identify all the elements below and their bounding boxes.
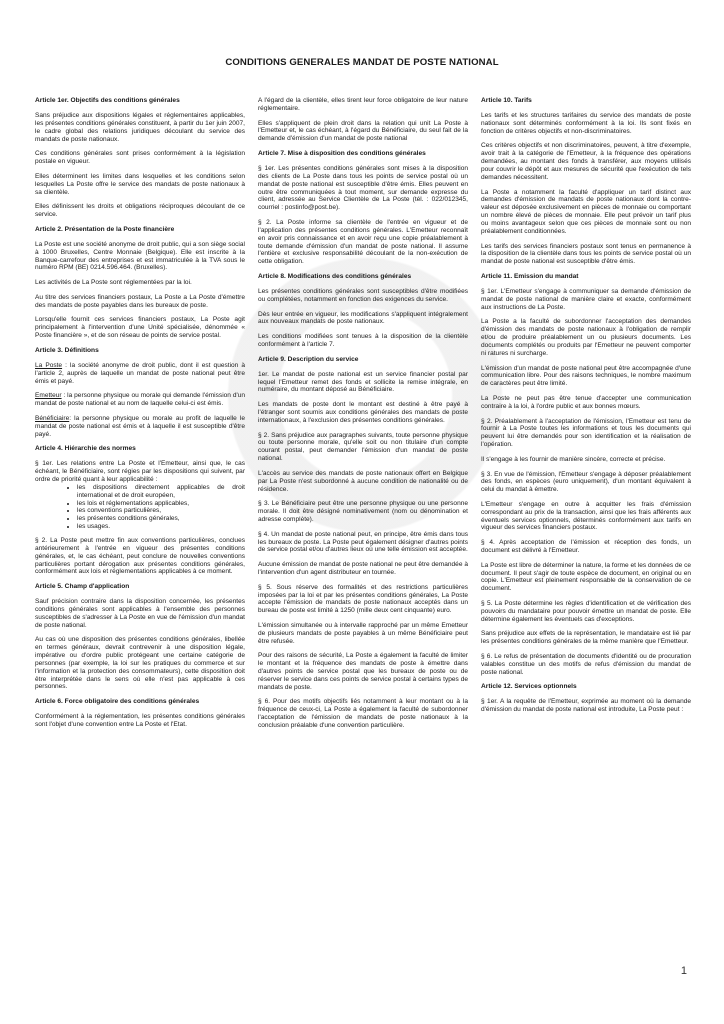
paragraph: Lorsqu'elle fournit ces services financiers postaux, La Poste agit principalement à l'intervention d'une Unité spécialisée, dénommée « Poste financière », et de son réseau de points de service postal. — [35, 316, 245, 340]
list-item: • les usages. — [77, 523, 245, 531]
paragraph: § 4. Un mandat de poste national peut, en principe, être émis dans tous les bureaux de poste. La Poste peut également désigner d'autres points de service postal et/ou d'autres lieux où une telle émission est acceptée. — [258, 530, 468, 554]
article-2-heading: Article 2. Présentation de la Poste financière — [35, 225, 175, 233]
paragraph: La Poste est libre de déterminer la nature, la forme et les données de ce document. Il peut s'agir de toute espèce de document, en original ou en copie. L'Emetteur est pleinement responsable de la conservation de ce document. — [481, 561, 691, 593]
column-1 — [35, 97, 245, 737]
paragraph: Au titre des services financiers postaux, La Poste a La Poste d'émettre des mandats de poste payables dans les bureaux de poste. — [35, 293, 245, 309]
article-12-heading: Article 12. Services optionnels — [481, 683, 577, 691]
paragraph: 1er. Le mandat de poste national est un service financier postal par lequel l'Emetteur remet des fonds et sollicite la remise intégrale, en numéraire, du montant déposé au Bénéficiaire. — [258, 370, 468, 394]
article-8-heading: Article 8. Modifications des conditions générales — [258, 272, 412, 280]
list-item: • les présentes conditions générales, — [77, 515, 245, 523]
paragraph: La Poste a notamment la faculté d'appliquer un tarif distinct aux demandes d'émission de mandats de poste nationaux dont la contre-valeur est déposée exclusivement en pièces de monnaie ou comportant un nombre élevé de pièces de monnaie. Elle peut prévoir un tarif plus ou moins avantageux selon que ces pièces de monnaie sont ou non préalablement conditionnées. — [481, 188, 691, 235]
paragraph: Ces critères objectifs et non discriminatoires, peuvent, à titre d'exemple, avoir trait à la catégorie de l'Emetteur, à la fréquence des opérations demandées, au montant des fonds à transférer, aux moyens utilisés pour couvrir le dépôt et aux mesures de sécurité que l'exécution de tels demandes nécessitent. — [481, 142, 691, 181]
paragraph: Aucune émission de mandat de poste national ne peut être demandée à l'intervention d'un agent distributeur en tournée. — [258, 561, 468, 576]
paragraph: L'accès au service des mandats de poste nationaux offert en Belgique par La Poste n'est subordonné à aucune condition de nationalité ou de résidence. — [258, 469, 468, 493]
paragraph: § 1er. Les relations entre La Poste et l'Emetteur, ainsi que, le cas échéant, le Bénéficiaire, sont régies par les dispositions qui suivent, par ordre de priorité quant à leur applicabilité : — [35, 460, 245, 484]
article-1-heading: Article 1er. Objectifs des conditions générales — [35, 97, 180, 104]
paragraph: Les activités de La Poste sont réglementées par la loi. — [35, 279, 192, 287]
paragraph: Sauf précision contraire dans la disposition concernée, les présentes conditions générales sont applicables à l'ensemble des personnes susceptibles de s'adresser à La Poste en vue de l'émission d'un mandat de poste national. — [35, 598, 245, 629]
paragraph: § 6. Pour des motifs objectifs liés notamment à leur montant ou à la fréquence de ceux-ci, La Poste a également la faculté de subordonner l'acceptation de l'émission de mandats de poste nationaux à la conclusion préalable d'une convention particulière. — [258, 698, 468, 730]
definition-term: La Poste — [35, 361, 63, 369]
definition-text: : la personne physique ou morale au profit de laquelle le mandat de poste national est émis et à laquelle il est susceptible d'être payé. — [35, 414, 245, 438]
article-5-heading: Article 5. Champ d'application — [35, 583, 130, 591]
definition-text: : la personne physique ou morale qui demande l'émission d'un mandat de poste national et au nom de laquelle celui-ci est émis. — [35, 392, 245, 408]
list-item: • les lois et réglementations applicables, — [77, 500, 245, 508]
paragraph: L'Emetteur s'engage en outre à acquitter les frais d'émission correspondant au prix de la transaction, ainsi que les frais afférents aux éventuels services optionnels, déterminés conformément aux tarifs en vigueur des services financiers postaux. — [481, 500, 691, 532]
paragraph: § 1er. L'Emetteur s'engage à communiquer sa demande d'émission de mandat de poste national de manière claire et exacte, conformément aux instructions de La Poste. — [481, 287, 691, 311]
paragraph: § 2. Préalablement à l'acceptation de l'émission, l'Emetteur est tenu de fournir à La Poste toutes les informations et tous les documents qui peuvent lui être demandés pour son identification et la réalisation de l'opération. — [481, 417, 691, 449]
paragraph: Elles s'appliquent de plein droit dans la relation qui unit La Poste à l'Emetteur et, le cas échéant, à l'égard du Bénéficiaire, du seul fait de la demande d'émission d'un mandat de poste national — [258, 119, 468, 143]
paragraph: § 2. La Poste peut mettre fin aux conventions particulières, conclues antérieurement à l'entrée en vigueur des présentes conditions générales, et, le cas échéant, peut conclure de nouvelles conventions particulières portant dérogation aux présentes conditions générales, conformément aux lois et réglementations applicables à ce moment. — [35, 536, 245, 576]
paragraph: Conformément à la réglementation, les présentes conditions générales sont l'objet d'une convention entre La Poste et l'Etat. — [35, 713, 245, 729]
paragraph: Dès leur entrée en vigueur, les modifications s'appliquent intégralement aux nouveaux mandats de poste nationaux. — [258, 310, 468, 326]
paragraph: Au cas où une disposition des présentes conditions générales, libellée en termes généraux, devrait contrevenir à une disposition légale, impérative ou d'ordre public protégeant une certaine catégorie de personnes (par exemple, la loi sur les pratiques du commerce et sur l'information et la protection des consommateurs), cette disposition doit être interprétée dans le sens où elle n'est pas applicable à ces personnes. — [35, 636, 245, 691]
paragraph: Pour des raisons de sécurité, La Poste a également la faculté de limiter le montant et la fréquence des mandats de poste à émettre dans d'autres points de service postal que les bureaux de poste ou de réserver le service dans ces points de service postal à certains types de mandats de poste. — [258, 652, 468, 691]
paragraph: § 3. En vue de l'émission, l'Emetteur s'engage à déposer préalablement des fonds, en espèces (euro uniquement), d'un montant équivalent à celui du mandat à émettre. — [481, 470, 691, 494]
paragraph: A l'égard de la clientèle, elles tirent leur force obligatoire de leur nature réglementaire. — [258, 97, 468, 112]
paragraph: § 1er. Les présentes conditions générales sont mises à la disposition des clients de La Poste dans tous les points de service postal où un mandat de poste national est susceptible d'être émis. Elles peuvent en outre être communiquées à tout moment, sur demande expresse du client, adressée au Service Clientèle de La Poste (tél. : 022/012345, courriel : postinfo@post.be). — [258, 165, 468, 212]
article-7-heading: Article 7. Mise à disposition des conditions générales — [258, 150, 426, 157]
paragraph: Les tarifs des services financiers postaux sont tenus en permanence à la disposition de la clientèle dans tous les points de service postal où un mandat de poste national est susceptible d'être émis. — [481, 242, 691, 266]
paragraph: Elles définissent les droits et obligations réciproques découlant de ce service. — [35, 203, 245, 219]
paragraph: La Poste a la faculté de subordonner l'acceptation des demandes d'émission des mandats de poste nationaux à l'obligation de remplir et/ou de produire préalablement un ou plusieurs documents. Les documents complétés ou produits par l'Emetteur ne peuvent comporter ni ratures ni surcharge. — [481, 318, 691, 357]
document-body — [35, 97, 691, 737]
definition — [35, 362, 245, 386]
list-item: • les dispositions directement applicables de droit international et de droit européen, — [77, 484, 245, 500]
paragraph: Il s'engage à les fournir de manière sincère, correcte et précise. — [481, 455, 666, 463]
paragraph: § 6. Le refus de présentation de documents d'identité ou de procuration valables constitue un des motifs de refus d'émission du mandat de poste national. — [481, 653, 691, 676]
paragraph: Les présentes conditions générales sont susceptibles d'être modifiées ou complétées, notamment en fonction des exigences du service. — [258, 287, 468, 303]
document-title: CONDITIONS GENERALES MANDAT DE POSTE NATIONAL — [225, 57, 499, 68]
definition-term: Emetteur — [35, 392, 62, 400]
definition — [35, 392, 245, 408]
paragraph: L'émission d'un mandat de poste national peut être accompagnée d'une communication libre. Pour des raisons techniques, le nombre maximum de caractères peut être limité. — [481, 364, 691, 388]
paragraph: Les conditions modifiées sont tenues à la disposition de la clientèle conformément à l'article 7. — [258, 333, 468, 348]
paragraph: Elles déterminent les limites dans lesquelles et les conditions selon lesquelles La Poste offre le service des mandats de poste nationaux à sa clientèle. — [35, 172, 245, 196]
paragraph: § 5. La Poste détermine les règles d'identification et de vérification des pouvoirs du mandataire pour pouvoir émettre un mandat de poste. Elle détermine également les éventuels cas d'exceptions. — [481, 600, 691, 623]
paragraph: § 3. Le Bénéficiaire peut être une personne physique ou une personne morale. Il doit être désigné nominativement (nom ou dénomination et adresse complète). — [258, 500, 468, 523]
paragraph: Sans préjudice aux effets de la représentation, le mandataire est lié par les présentes conditions générales de la même manière que l'Emetteur. — [481, 630, 691, 646]
page-number: 1 — [680, 965, 687, 977]
article-4-heading: Article 4. Hiérarchie des normes — [35, 445, 136, 453]
column-2 — [258, 97, 468, 737]
paragraph: Les mandats de poste dont le montant est destiné à être payé à l'étranger sont soumis aux conditions générales des mandats de poste internationaux, à l'exclusion des présentes conditions générales. — [258, 401, 468, 424]
paragraph: L'émission simultanée ou à intervalle rapproché par un même Emetteur de plusieurs mandats de poste payables à un même Bénéficiaire peut être refusée. — [258, 621, 468, 645]
paragraph: § 2. Sans préjudice aux paragraphes suivants, toute personne physique ou toute personne morale, qu'elle soit ou non titulaire d'un compte courant postal, peut demander l'émission d'un mandat de poste national. — [258, 431, 468, 463]
paragraph: § 2. La Poste informe sa clientèle de l'entrée en vigueur et de l'application des présentes conditions générales. L'Emetteur reconnaît en avoir pris connaissance et en avoir reçu une copie préalablement à toute demande d'émission d'un mandat de poste national. Il assume l'entière et exclusive responsabilité découlant de la non-exécution de cette obligation. — [258, 218, 468, 266]
paragraph: § 5. Sous réserve des formalités et des restrictions particulières imposées par la loi et par les présentes conditions générales, La Poste accepte l'émission de mandats de poste nationaux acceptés dans un bureau de poste est limité à 1250 (mille deux cent cinquante) euro. — [258, 583, 468, 615]
article-3-heading: Article 3. Définitions — [35, 346, 99, 354]
definition-text: : la société anonyme de droit public, dont il est question à l'article 2, auprès de laquelle un mandat de poste national peut être émis et payé. — [35, 361, 245, 385]
definition-term: Bénéficiaire — [35, 414, 70, 422]
paragraph: § 1er. A la requête de l'Emetteur, exprimée au moment où la demande d'émission du mandat de poste national est introduite, La Poste peut : — [481, 698, 691, 714]
definition — [35, 415, 245, 439]
paragraph: La Poste est une société anonyme de droit public, qui a son siège social à 1000 Bruxelles, Centre Monnaie (Belgique). Elle est inscrite à la Banque-carrefour des entreprises et est immatriculée à la TVA sous le numéro RPM (BE) 0214.596.464. (Bruxelles). — [35, 240, 245, 272]
paragraph: Sans préjudice aux dispositions légales et réglementaires applicables, les présentes conditions générales constituent, à partir du 1er juin 2007, le cadre global des relations juridiques découlant du service des mandats de poste nationaux. — [35, 112, 245, 143]
paragraph: Ces conditions générales sont prises conformément à la législation postale en vigueur. — [35, 150, 245, 166]
column-3 — [481, 97, 691, 737]
paragraph: Les tarifs et les structures tarifaires du service des mandats de poste nationaux sont déterminés conformément à la loi. Ils sont fixés en fonction de critères objectifs et non-discriminatoires. — [481, 112, 691, 135]
bullet-list — [35, 484, 245, 531]
paragraph: La Poste ne peut pas être tenue d'accepter une communication contraire à la loi, à l'ordre public et aux bonnes mœurs. — [481, 394, 691, 410]
article-10-heading: Article 10. Tarifs — [481, 97, 532, 104]
article-9-heading: Article 9. Description du service — [258, 355, 359, 363]
article-6-heading: Article 6. Force obligatoire des conditions générales — [35, 698, 200, 706]
article-11-heading: Article 11. Emission du mandat — [481, 272, 579, 280]
list-item: • les conventions particulières, — [77, 507, 245, 515]
paragraph: § 4. Après acceptation de l'émission et réception des fonds, un document est délivré à l'Emetteur. — [481, 539, 691, 555]
